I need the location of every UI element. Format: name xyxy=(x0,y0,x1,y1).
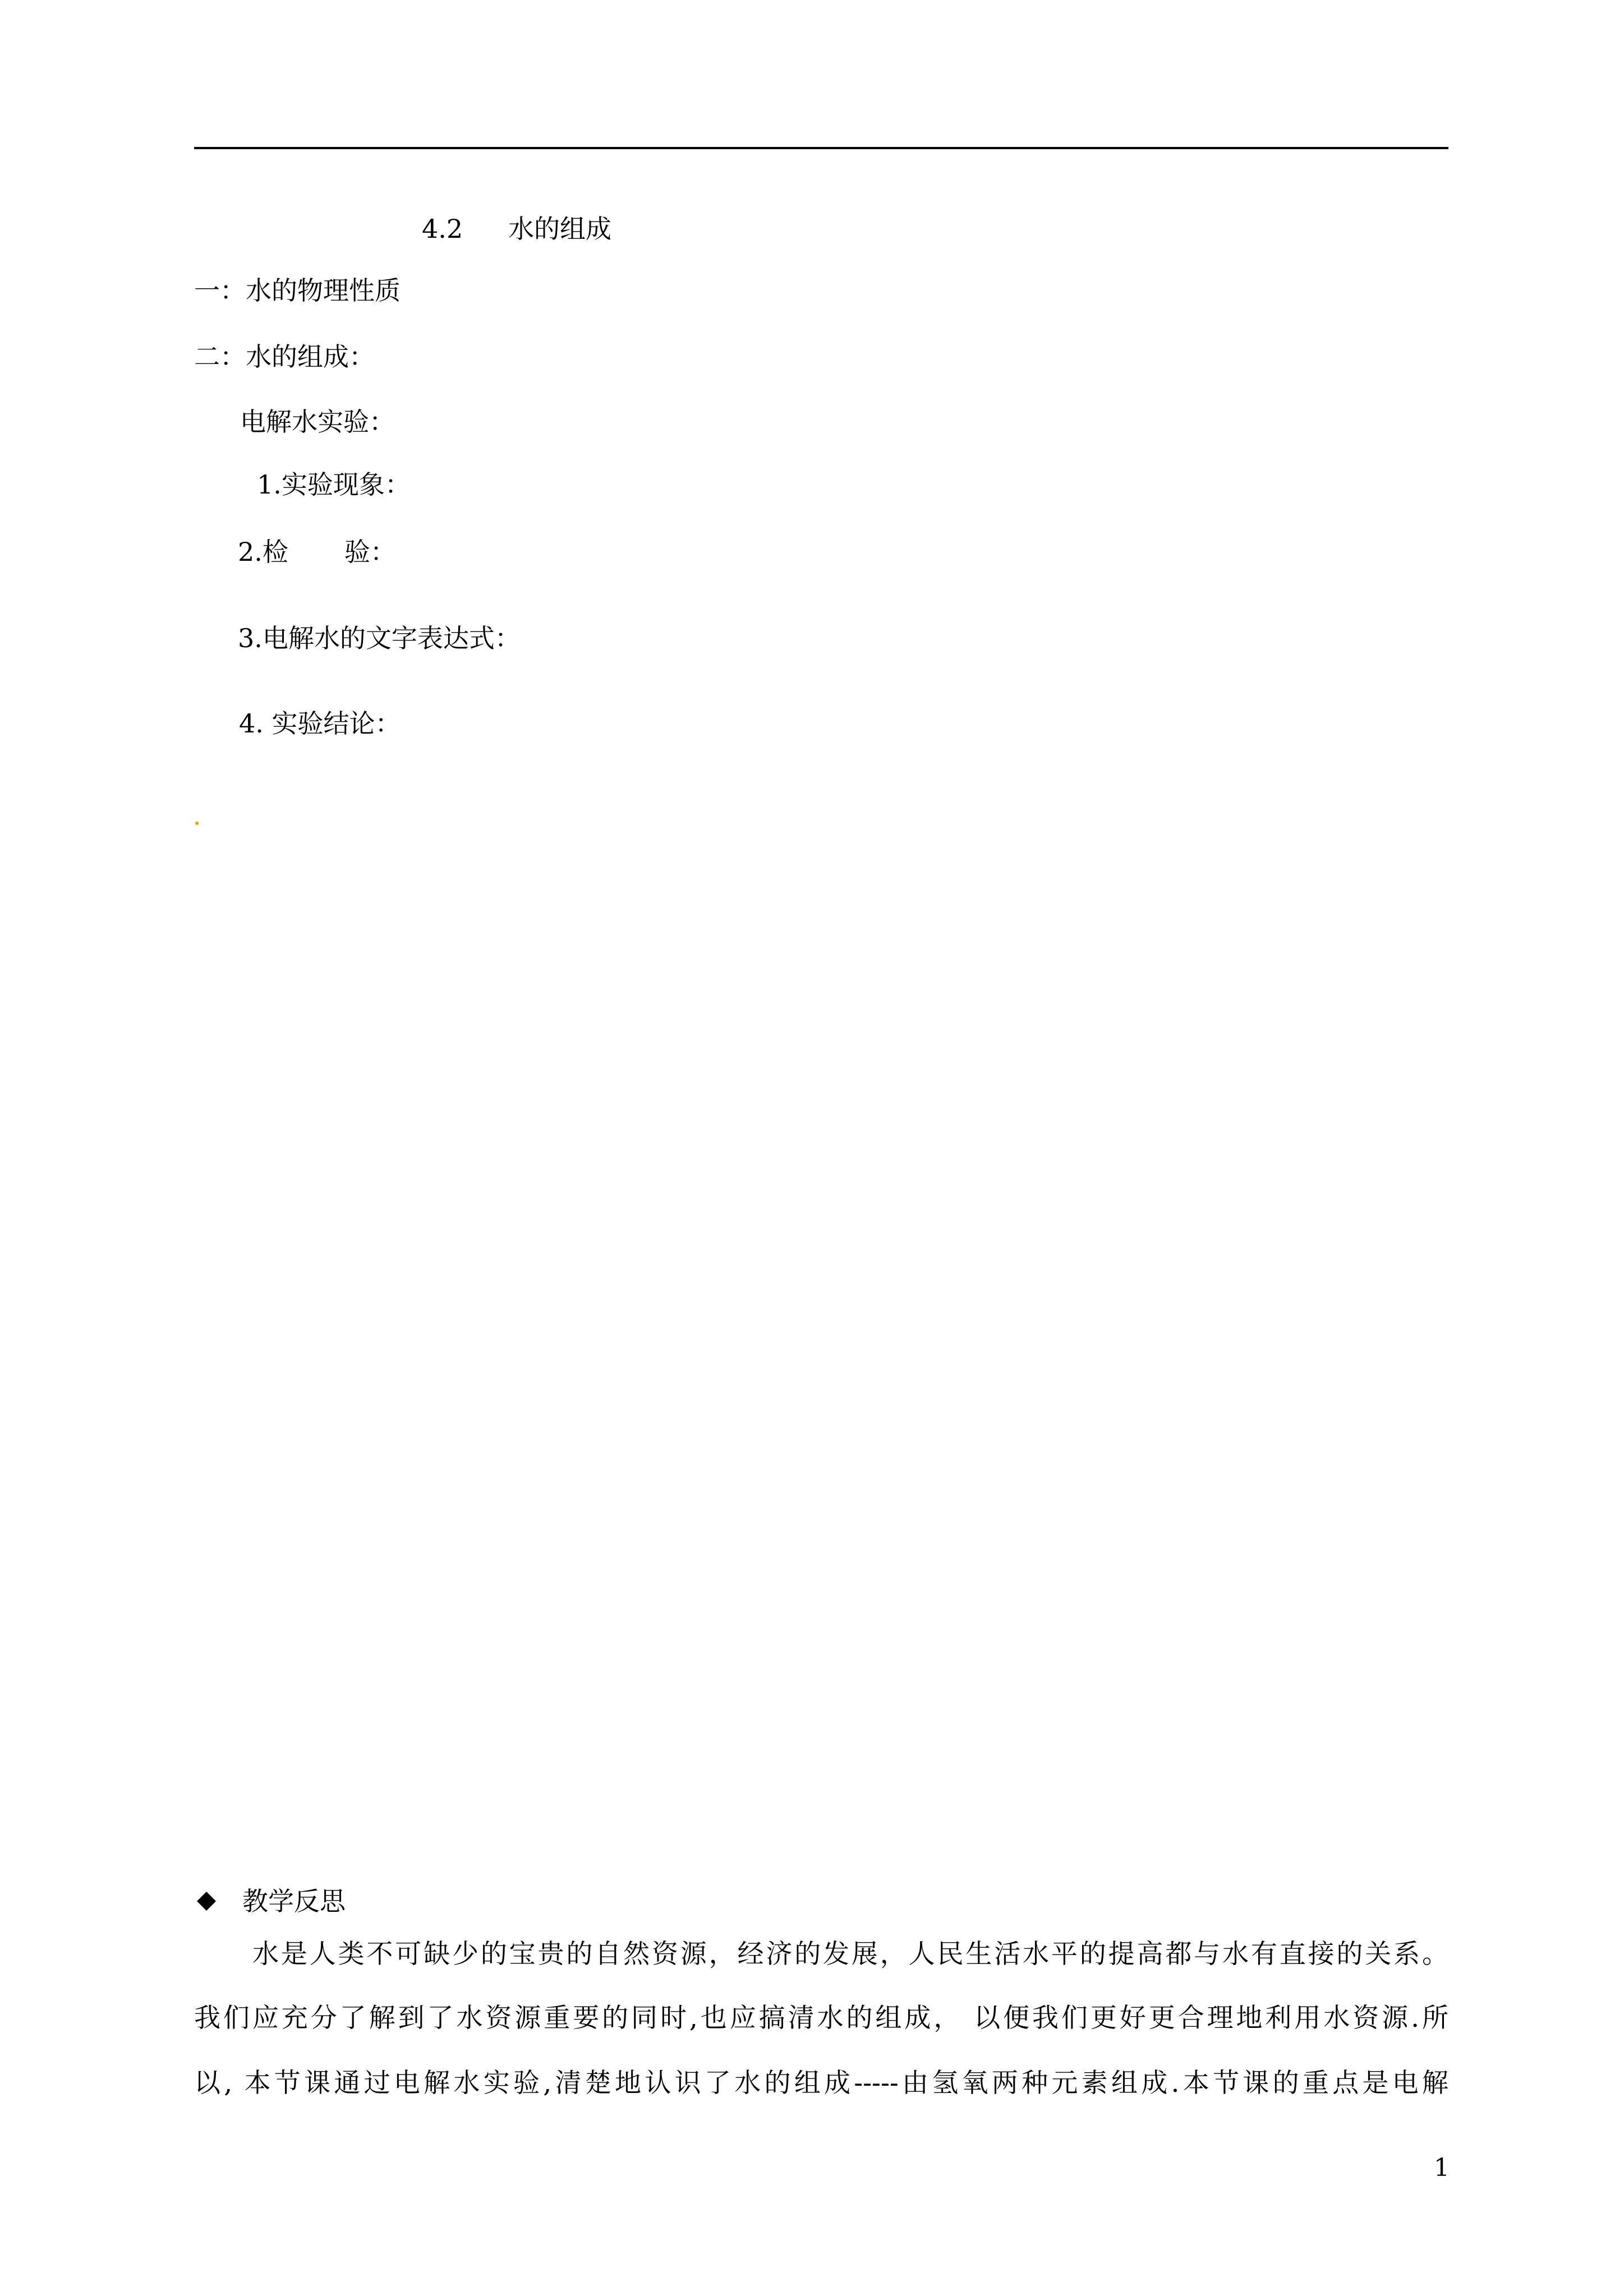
reflection-line: 以, 本节课通过电解水实验,清楚地认识了水的组成-----由氢氧两种元素组成.本节课的重点是电解 xyxy=(194,2068,1448,2099)
item-experiment-conclusion: 4. 实验结论： xyxy=(239,708,401,739)
item-inspection xyxy=(238,535,396,569)
section-two-heading: 二：水的组成： xyxy=(194,342,375,372)
item-word-equation: 3.电解水的文字表达式： xyxy=(238,623,521,653)
title-number: 4.2 xyxy=(422,214,463,244)
reflection-heading xyxy=(200,1884,346,1918)
item-inspection-part-a: 2.检 xyxy=(238,537,288,567)
reflection-heading-label: 教学反思 xyxy=(242,1886,346,1916)
item-inspection-part-b: 验： xyxy=(344,537,396,567)
experiment-heading: 电解水实验： xyxy=(240,407,395,437)
title-text: 水的组成 xyxy=(508,214,611,244)
marker-dot xyxy=(195,822,199,825)
item-experiment-phenomenon: 1.实验现象： xyxy=(257,469,411,500)
reflection-line: 水是人类不可缺少的宝贵的自然资源，经济的发展，人民生活水平的提高都与水有直接的关系。 xyxy=(252,1939,1448,1970)
header-rule xyxy=(194,147,1448,149)
document-title xyxy=(422,212,611,246)
section-one-heading: 一：水的物理性质 xyxy=(194,275,401,306)
page-number: 1 xyxy=(1434,2154,1450,2182)
diamond-bullet-icon xyxy=(197,1892,216,1911)
reflection-line: 我们应充分了解到了水资源重要的同时,也应搞清水的组成， 以便我们更好更合理地利用水资源.所 xyxy=(194,2003,1448,2034)
